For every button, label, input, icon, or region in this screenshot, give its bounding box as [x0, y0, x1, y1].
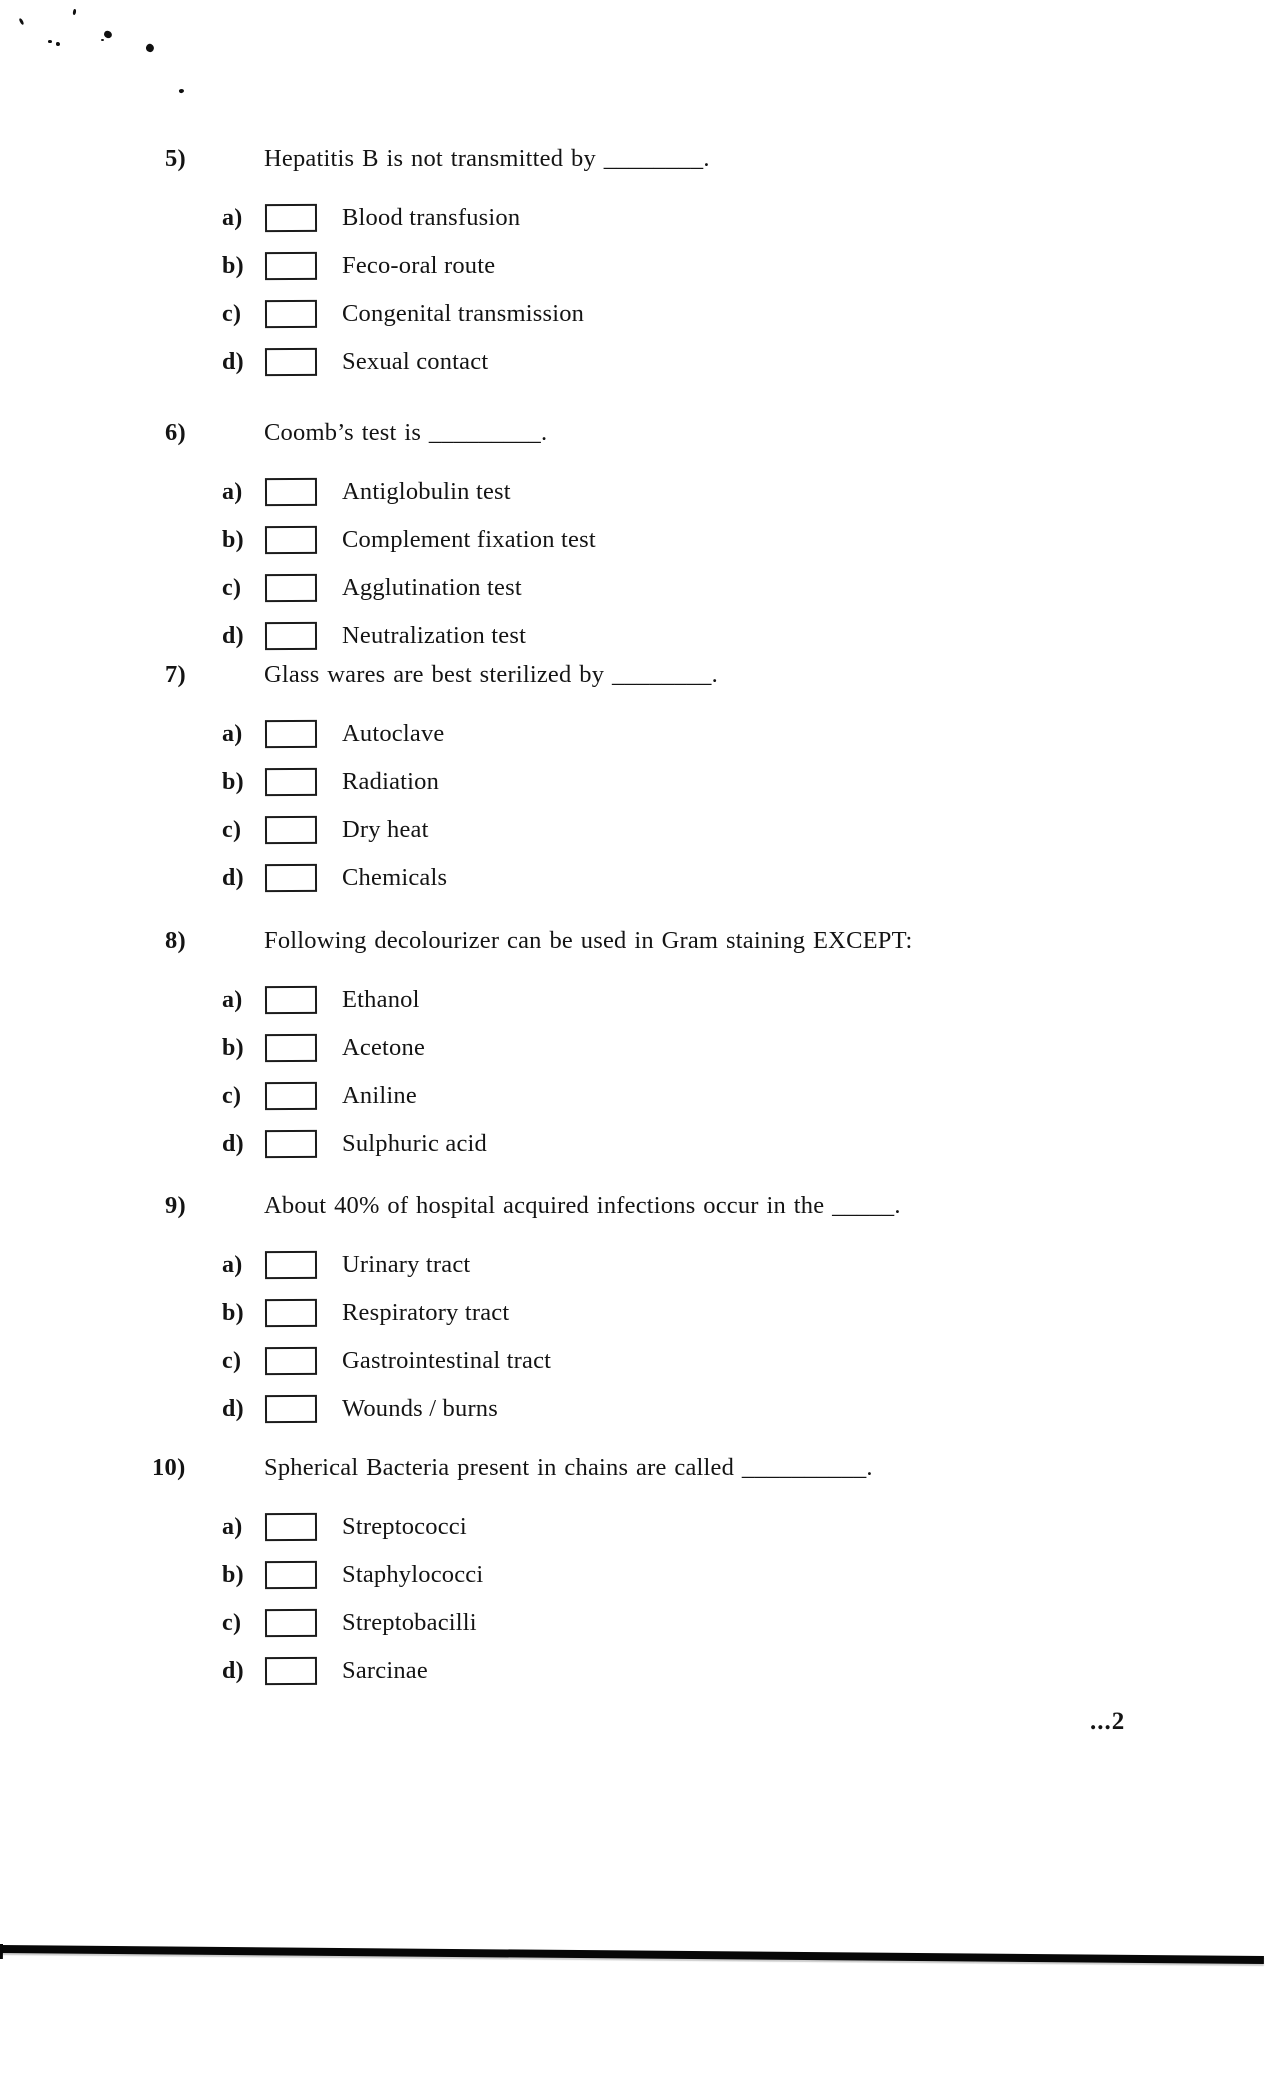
question-text: Glass wares are best sterilized by ________. — [264, 661, 718, 688]
page-continuation-marker: ...2 — [1090, 1708, 1126, 1735]
answer-checkbox[interactable] — [265, 478, 317, 506]
question-number: 7) — [165, 661, 187, 688]
answer-checkbox[interactable] — [265, 816, 317, 844]
scan-speckle — [56, 42, 60, 46]
option-label: Feco-oral route — [342, 252, 496, 279]
option-label: Sulphuric acid — [342, 1130, 488, 1157]
option-label: Aniline — [342, 1082, 417, 1109]
option-letter: c) — [222, 1347, 242, 1374]
option-letter: b) — [222, 526, 244, 553]
option-label: Sexual contact — [342, 348, 489, 375]
option-label: Antiglobulin test — [342, 478, 511, 505]
option-label: Streptococci — [342, 1513, 467, 1540]
option-letter: b) — [222, 1034, 244, 1061]
option-label: Complement fixation test — [342, 526, 596, 553]
option-row — [222, 347, 488, 377]
answer-checkbox[interactable] — [265, 252, 317, 280]
option-label: Urinary tract — [342, 1251, 471, 1278]
option-label: Radiation — [342, 768, 440, 795]
answer-checkbox[interactable] — [265, 526, 317, 554]
answer-checkbox[interactable] — [265, 864, 317, 892]
question-number: 8) — [165, 927, 187, 954]
option-row — [222, 203, 520, 233]
question-line — [165, 145, 710, 173]
option-row — [222, 863, 447, 893]
question-text: Following decolourizer can be used in Gram staining EXCEPT: — [264, 927, 913, 954]
option-letter: a) — [222, 1513, 243, 1540]
option-row — [222, 299, 584, 329]
option-letter: a) — [222, 478, 243, 505]
option-label: Dry heat — [342, 816, 429, 843]
question-text: Coomb’s test is _________. — [264, 419, 548, 446]
option-letter: a) — [222, 986, 243, 1013]
answer-checkbox[interactable] — [265, 1082, 317, 1110]
option-label: Neutralization test — [342, 622, 527, 649]
answer-checkbox[interactable] — [265, 1299, 317, 1327]
scan-speckle — [101, 39, 104, 41]
option-row — [222, 251, 495, 281]
option-row — [222, 1346, 551, 1376]
option-letter: b) — [222, 1561, 244, 1588]
option-letter: b) — [222, 768, 244, 795]
scan-speckle — [179, 88, 185, 93]
option-label: Agglutination test — [342, 574, 522, 601]
option-row — [222, 1512, 467, 1542]
option-letter: d) — [222, 864, 244, 891]
option-label: Acetone — [342, 1034, 426, 1061]
option-letter: c) — [222, 574, 242, 601]
answer-checkbox[interactable] — [265, 1395, 317, 1423]
option-row — [222, 525, 596, 555]
answer-checkbox[interactable] — [265, 768, 317, 796]
option-row — [222, 767, 439, 797]
answer-checkbox[interactable] — [265, 622, 317, 650]
option-row — [222, 1250, 470, 1280]
answer-checkbox[interactable] — [265, 1657, 317, 1685]
option-letter: c) — [222, 1609, 242, 1636]
answer-checkbox[interactable] — [265, 204, 317, 232]
question-line — [165, 419, 547, 447]
option-letter: d) — [222, 348, 244, 375]
answer-checkbox[interactable] — [265, 1251, 317, 1279]
option-letter: c) — [222, 1082, 242, 1109]
question-text: Hepatitis B is not transmitted by ________. — [264, 145, 710, 172]
answer-checkbox[interactable] — [265, 720, 317, 748]
answer-checkbox[interactable] — [265, 574, 317, 602]
option-row — [222, 477, 511, 507]
option-label: Chemicals — [342, 864, 448, 891]
answer-checkbox[interactable] — [265, 1561, 317, 1589]
question-text: Spherical Bacteria present in chains are called __________. — [264, 1454, 873, 1481]
question-line — [152, 1454, 873, 1482]
option-letter: d) — [222, 622, 244, 649]
option-row — [222, 1129, 487, 1159]
question-number: 9) — [165, 1192, 187, 1219]
option-label: Respiratory tract — [342, 1299, 510, 1326]
option-row — [222, 1608, 477, 1638]
answer-checkbox[interactable] — [265, 1347, 317, 1375]
option-label: Congenital transmission — [342, 300, 585, 327]
scan-speckle — [48, 40, 52, 43]
option-letter: a) — [222, 204, 243, 231]
option-label: Gastrointestinal tract — [342, 1347, 552, 1374]
option-letter: a) — [222, 720, 243, 747]
question-number: 10) — [152, 1454, 186, 1481]
option-label: Streptobacilli — [342, 1609, 477, 1636]
option-letter: c) — [222, 300, 242, 327]
answer-checkbox[interactable] — [265, 300, 317, 328]
option-letter: b) — [222, 1299, 244, 1326]
option-label: Autoclave — [342, 720, 445, 747]
option-label: Ethanol — [342, 986, 420, 1013]
option-row — [222, 1298, 509, 1328]
option-row — [222, 815, 429, 845]
option-row — [222, 719, 444, 749]
answer-checkbox[interactable] — [265, 1609, 317, 1637]
scan-speckle — [145, 43, 156, 54]
option-label: Wounds / burns — [342, 1395, 498, 1422]
option-row — [222, 1656, 428, 1686]
option-label: Staphylococci — [342, 1561, 484, 1588]
question-line — [165, 661, 718, 689]
option-row — [222, 1394, 498, 1424]
scan-speckle — [72, 9, 76, 15]
answer-checkbox[interactable] — [265, 1513, 317, 1541]
option-letter: c) — [222, 816, 242, 843]
scan-speckle — [19, 18, 25, 26]
option-row — [222, 985, 420, 1015]
option-letter: d) — [222, 1395, 244, 1422]
option-label: Sarcinae — [342, 1657, 428, 1684]
option-row — [222, 1033, 425, 1063]
scan-speckle — [103, 30, 113, 39]
option-letter: d) — [222, 1657, 244, 1684]
answer-checkbox[interactable] — [265, 348, 317, 376]
option-row — [222, 1081, 417, 1111]
answer-checkbox[interactable] — [265, 1130, 317, 1158]
question-text: About 40% of hospital acquired infections occur in the _____. — [264, 1192, 901, 1219]
option-row — [222, 1560, 483, 1590]
option-letter: a) — [222, 1251, 243, 1278]
question-line — [165, 927, 913, 955]
option-row — [222, 573, 522, 603]
question-number: 6) — [165, 419, 187, 446]
answer-checkbox[interactable] — [265, 986, 317, 1014]
answer-checkbox[interactable] — [265, 1034, 317, 1062]
option-letter: b) — [222, 252, 244, 279]
option-letter: d) — [222, 1130, 244, 1157]
question-line — [165, 1192, 901, 1220]
option-label: Blood transfusion — [342, 204, 521, 231]
question-number: 5) — [165, 145, 187, 172]
option-row — [222, 621, 526, 651]
scan-edge-line — [0, 1945, 1264, 1964]
